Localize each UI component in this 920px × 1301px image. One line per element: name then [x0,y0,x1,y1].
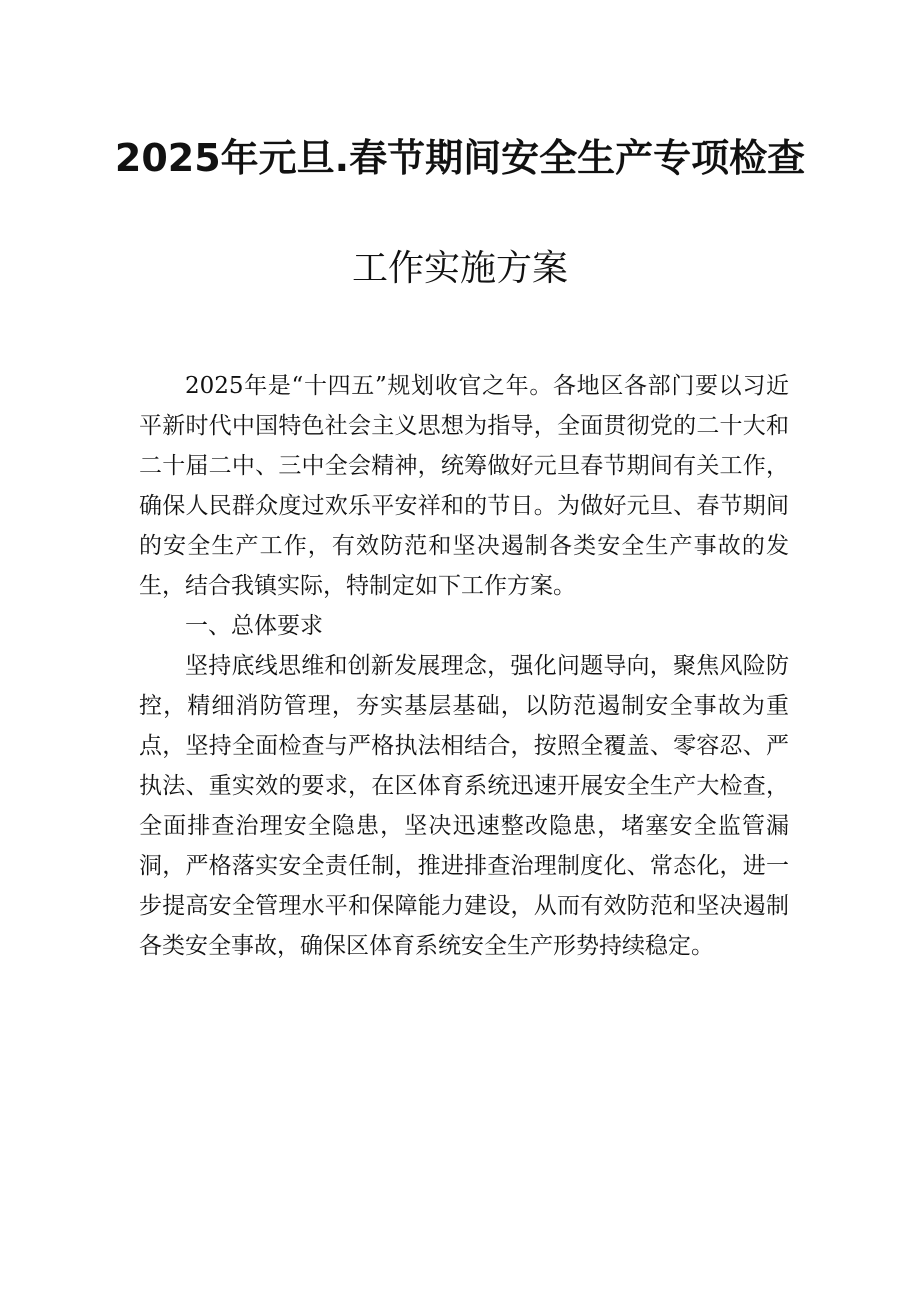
intro-paragraph: 2025年是“十四五”规划收官之年。各地区各部门要以习近平新时代中国特色社会主义思想为指导，全面贯彻党的二十大和二十届二中、三中全会精神，统筹做好元旦春节期间有关工作，确保人民群众度过欢乐平安祥和的节日。为做好元旦、春节期间的安全生产工作，有效防范和坚决遏制各类安全生产事故的发生，结合我镇实际，特制定如下工作方案。 [139,373,789,599]
document-title-line-2: 工作实施方案 [351,248,568,289]
document-body [139,366,789,966]
section-1-paragraph: 坚持底线思维和创新发展理念，强化问题导向，聚焦风险防控，精细消防管理，夯实基层基础，以防范遏制安全事故为重点，坚持全面检查与严格执法相结合，按照全覆盖、零容忍、严执法、重实效的要求，在区体育系统迅速开展安全生产大检查，全面排查治理安全隐患，坚决迅速整改隐患，堵塞安全监管漏洞，严格落实安全责任制，推进排查治理制度化、常态化，进一步提高安全管理水平和保障能力建设，从而有效防范和坚决遏制各类安全事故，确保区体育系统安全生产形势持续稳定。 [139,653,789,959]
section-1-heading: 一、总体要求 [185,613,323,639]
document-title-line-1: 2025年元旦.春节期间安全生产专项检查 [114,136,806,180]
